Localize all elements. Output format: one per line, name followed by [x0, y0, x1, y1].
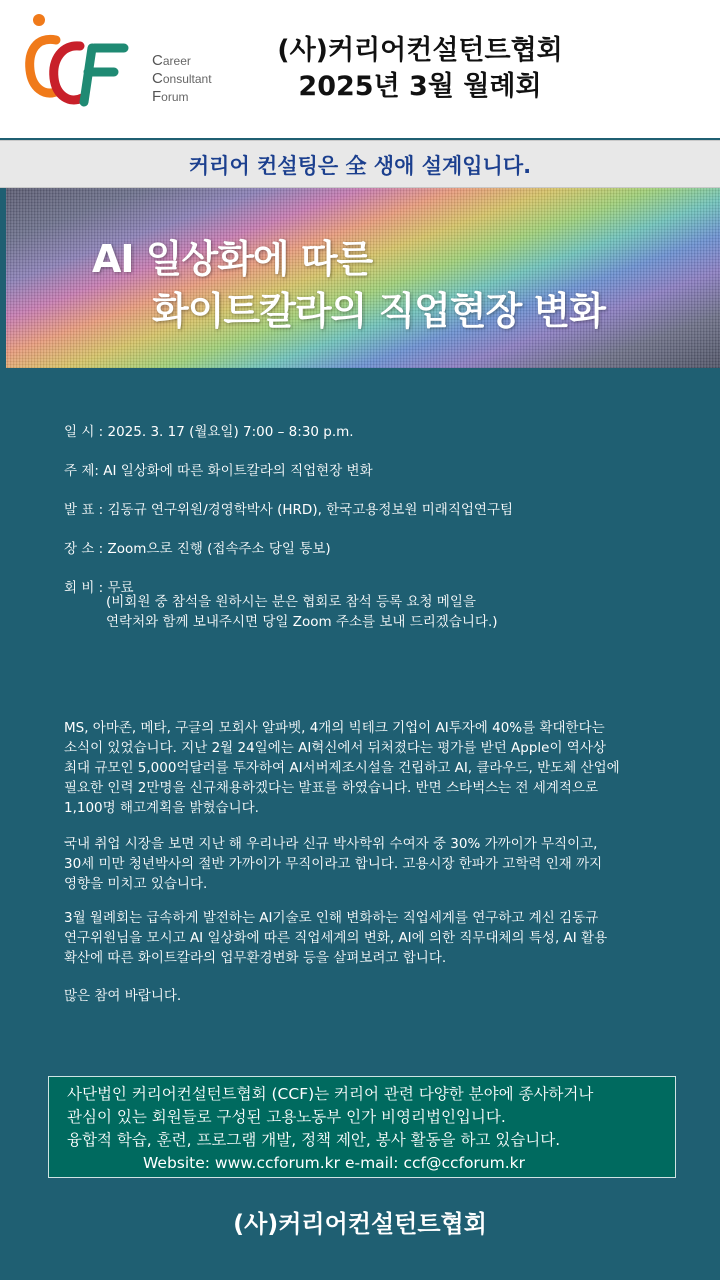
- paragraph-line: 영향을 미치고 있습니다.: [64, 876, 208, 892]
- event-venue: 장 소 : Zoom으로 진행 (접속주소 당일 통보): [64, 541, 331, 557]
- event-fee: 회 비 : 무료: [64, 580, 134, 596]
- banner-title-line2: 화이트칼라의 직업현장 변화: [152, 289, 605, 333]
- event-date: 일 시 : 2025. 3. 17 (월요일) 7:00 – 8:30 p.m.: [64, 424, 354, 440]
- logo-text-career: Career: [152, 52, 191, 69]
- paragraph-line: 소식이 있었습니다. 지난 2월 24일에는 AI혁신에서 뒤처졌다는 평가를 받던 Apple이 역사상: [64, 740, 606, 756]
- event-speaker: 발 표 : 김동규 연구위원/경영학박사 (HRD), 한국고용정보원 미래직업연구팀: [64, 502, 514, 518]
- title-event: 2025년 3월 월례회: [298, 71, 542, 102]
- logo-text-forum: Forum: [152, 88, 189, 105]
- paragraph-closing: [64, 986, 181, 1006]
- org-info-line2: 관심이 있는 회원들로 구성된 고용노동부 인가 비영리법인입니다.: [67, 1108, 506, 1126]
- header: [0, 0, 720, 138]
- paragraph-line: 연구위원님을 모시고 AI 일상화에 따른 직업세계의 변화, AI에 의한 직무대체의 특성, AI 활용: [64, 930, 608, 946]
- logo-text: [152, 52, 212, 106]
- organization-info-box: [48, 1076, 676, 1178]
- paragraph-line: 국내 취업 시장을 보면 지난 해 우리나라 신규 박사학위 수여자 중 30% 가까이가 무직이고,: [64, 836, 598, 852]
- logo-text-consultant: Consultant: [152, 70, 212, 87]
- fee-note-line2: 연락처와 함께 보내주시면 당일 Zoom 주소를 보내 드리겠습니다.): [106, 614, 498, 630]
- fee-note-line1: (비회원 중 참석을 원하시는 분은 협회로 참석 등록 요청 메일을: [106, 594, 476, 610]
- org-info-line3: 융합적 학습, 훈련, 프로그램 개발, 정책 제안, 봉사 활동을 하고 있습니다.: [67, 1131, 561, 1149]
- tagline-bar: [0, 140, 720, 188]
- title-organization: (사)커리어컨설턴트협회: [277, 35, 563, 66]
- paragraph-line: MS, 아마존, 메타, 구글의 모회사 알파벳, 4개의 빅테크 기업이 AI투자에 40%를 확대한다는: [64, 720, 605, 736]
- ccf-logo: [22, 8, 212, 113]
- paragraph-line: 30세 미만 청년박사의 절반 가까이가 무직이라고 합니다. 고용시장 한파가 고학력 인재 까지: [64, 856, 603, 872]
- hero-banner: [0, 188, 720, 368]
- paragraph-line: 많은 참여 바랍니다.: [64, 988, 182, 1004]
- paragraph-line: 최대 규모인 5,000억달러를 투자하여 AI서버제조시설을 건립하고 AI, 클라우드, 반도체 산업에: [64, 760, 620, 776]
- page-title: [250, 33, 590, 105]
- banner-title-line1: AI 일상화에 따른: [92, 237, 373, 281]
- paragraph-meeting: [64, 908, 607, 968]
- fee-note: [106, 592, 498, 632]
- paragraph-line: 확산에 따른 화이트칼라의 업무환경변화 등을 살펴보려고 합니다.: [64, 950, 447, 966]
- contact-links[interactable]: Website: www.ccforum.kr e-mail: ccf@ccforum.kr: [143, 1154, 525, 1172]
- paragraph-line: 3월 월례회는 급속하게 발전하는 AI기술로 인해 변화하는 직업세계를 연구하고 계신 김동규: [64, 910, 599, 926]
- ccf-logo-mark-icon: [22, 8, 142, 113]
- paragraph-line: 필요한 인력 2만명을 신규채용하겠다는 발표를 하였습니다. 반면 스타벅스는 전 세계적으로: [64, 780, 599, 796]
- org-info-line1: 사단법인 커리어컨설턴트협회 (CCF)는 커리어 관련 다양한 분야에 종사하거나: [67, 1085, 594, 1103]
- paragraph-line: 1,100명 해고계획을 밝혔습니다.: [64, 800, 259, 816]
- paragraph-job-market: [64, 834, 602, 894]
- event-topic: 주 제: AI 일상화에 따른 화이트칼라의 직업현장 변화: [64, 463, 373, 479]
- banner-edge: [0, 188, 6, 368]
- footer-organization-name: (사)커리어컨설턴트협회: [233, 1210, 487, 1238]
- tagline-text: 커리어 컨설팅은 全 생애 설계입니다.: [188, 154, 532, 178]
- paragraph-bigtech: [64, 718, 620, 818]
